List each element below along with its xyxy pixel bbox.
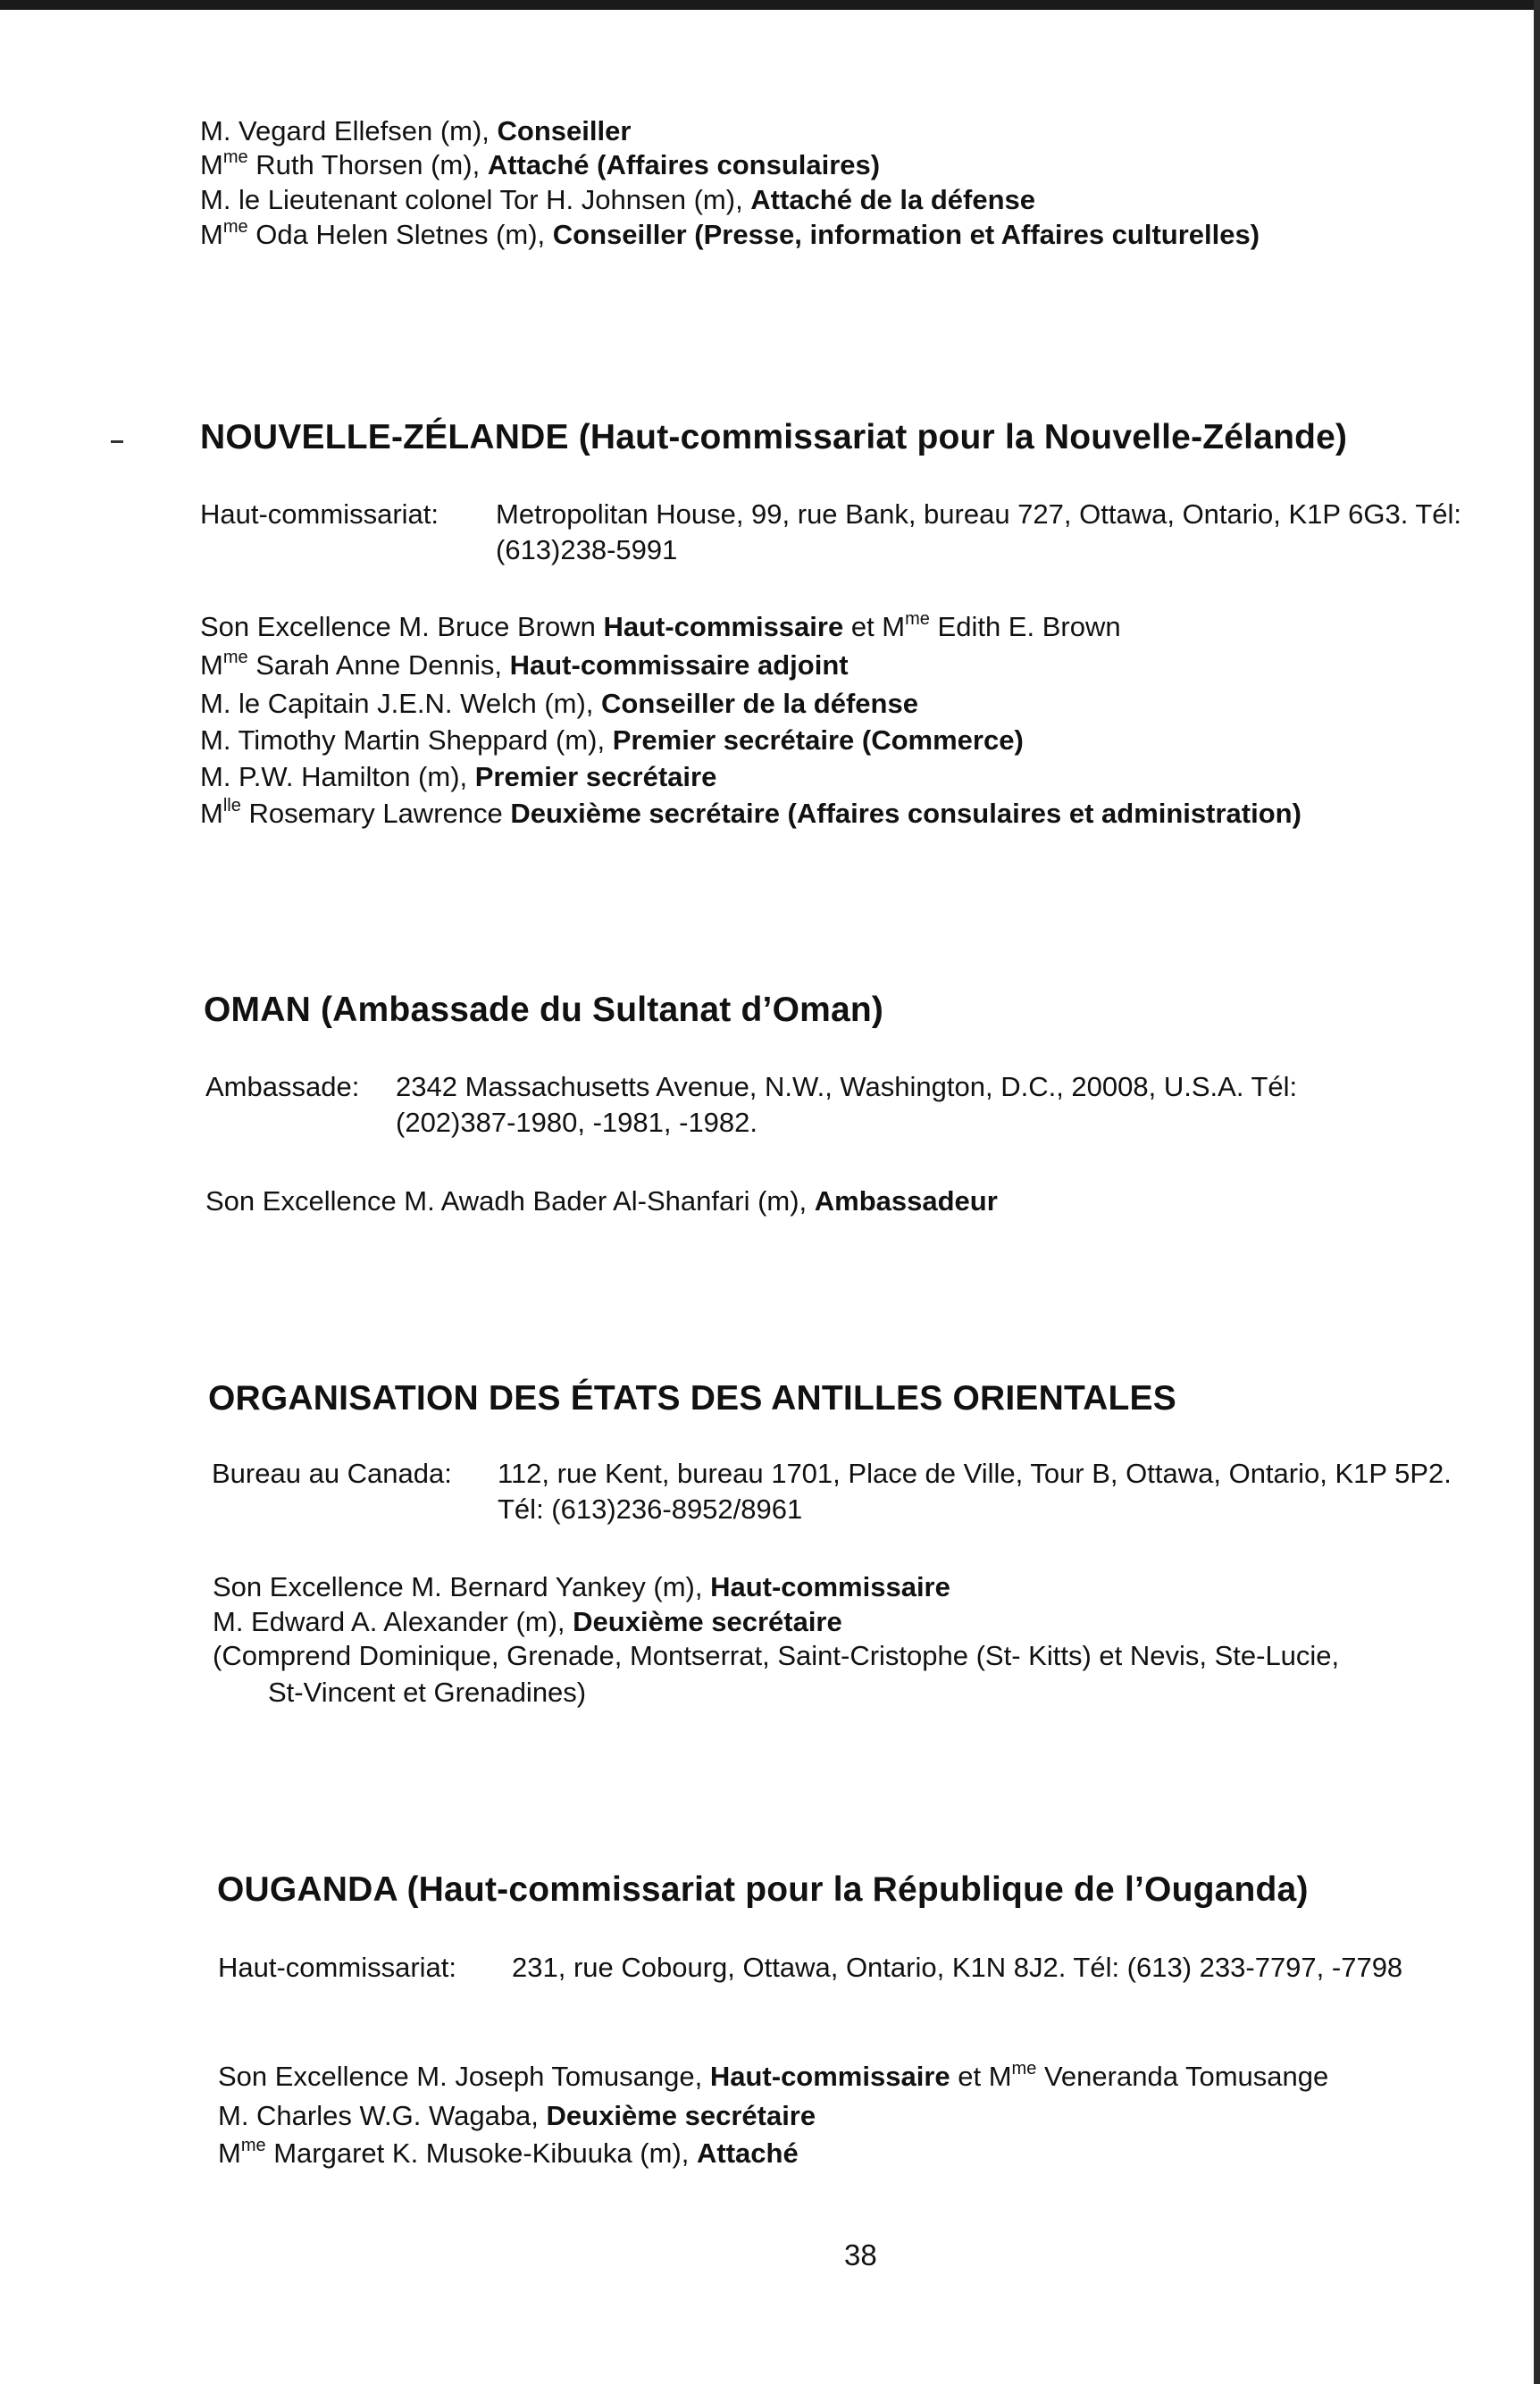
section-heading-ouganda: OUGANDA (Haut-commissariat pour la République de l’Ouganda) xyxy=(217,1870,1309,1909)
person-line: $M^{lle}$ Rosemary Lawrence Deuxième secrétaire (Affaires consulaires et administration) xyxy=(200,795,1301,829)
address-text: Metropolitan House, 99, rue Bank, bureau 727, Ottawa, Ontario, K1P 6G3. Tél: (613)238-5991 xyxy=(496,498,1462,565)
section-heading-oeco: ORGANISATION DES ÉTATS DES ANTILLES ORIENTALES xyxy=(208,1379,1176,1418)
person-line: $M^{me}$ Sarah Anne Dennis, Haut-commissaire adjoint xyxy=(200,647,849,681)
person-line: M. le Lieutenant colonel Tor H. Johnsen (m), Attaché de la défense xyxy=(200,184,1036,215)
person-line: $M^{me}$ Margaret K. Musoke-Kibuuka (m), Attaché xyxy=(218,2135,799,2169)
address-text: 2342 Massachusetts Avenue, N.W., Washington, D.C., 20008, U.S.A. Tél: (202)387-1980, -1981, -1982. xyxy=(396,1071,1298,1138)
address-block xyxy=(218,1950,1460,2023)
section-heading-oman: OMAN (Ambassade du Sultanat d’Oman) xyxy=(204,991,884,1029)
person-line: Son Excellence M. Bernard Yankey (m), Haut-commissaire xyxy=(213,1571,950,1602)
address-label: Haut-commissariat: xyxy=(218,1952,456,1983)
person-line: M. Charles W.G. Wagaba, Deuxième secrétaire xyxy=(218,2100,816,2131)
membership-note: St-Vincent et Grenadines) xyxy=(268,1677,587,1708)
address-label: Ambassade: xyxy=(205,1071,360,1102)
person-line: Son Excellence M. Awadh Bader Al-Shanfari (m), Ambassadeur xyxy=(205,1185,998,1217)
address-text: 112, rue Kent, bureau 1701, Place de Ville, Tour B, Ottawa, Ontario, K1P 5P2. Tél: (613)236-8952/8961 xyxy=(498,1458,1452,1525)
scan-mark xyxy=(111,440,123,443)
address-block xyxy=(212,1456,1462,1529)
person-line: M. P.W. Hamilton (m), Premier secrétaire xyxy=(200,761,717,792)
address-label: Bureau au Canada: xyxy=(212,1458,452,1489)
address-label: Haut-commissariat: xyxy=(200,498,439,530)
address-block xyxy=(200,497,1469,570)
person-line: Son Excellence M. Joseph Tomusange, Haut-commissaire et $M^{me}$ Veneranda Tomusange xyxy=(218,2058,1329,2092)
person-line: M. Timothy Martin Sheppard (m), Premier secrétaire (Commerce) xyxy=(200,724,1024,756)
person-line: $M^{me}$ Ruth Thorsen (m), Attaché (Affaires consulaires) xyxy=(200,146,881,180)
section-heading-nouvelle-zelande: NOUVELLE-ZÉLANDE (Haut-commissariat pour la Nouvelle-Zélande) xyxy=(200,418,1348,456)
address-block xyxy=(205,1069,1438,1142)
person-line: $M^{me}$ Oda Helen Sletnes (m), Conseiller (Presse, information et Affaires culturelles) xyxy=(200,216,1260,250)
person-line: M. Vegard Ellefsen (m), Conseiller xyxy=(200,115,632,146)
page-number: 38 xyxy=(844,2238,877,2271)
person-line: Son Excellence M. Bruce Brown Haut-commissaire et $M^{me}$ Edith E. Brown xyxy=(200,608,1121,642)
right-scan-border xyxy=(1534,0,1540,2384)
person-line: M. Edward A. Alexander (m), Deuxième secrétaire xyxy=(213,1606,842,1637)
address-text: 231, rue Cobourg, Ottawa, Ontario, K1N 8J2. Tél: (613) 233-7797, -7798 xyxy=(512,1952,1403,1983)
person-line: M. le Capitain J.E.N. Welch (m), Conseiller de la défense xyxy=(200,688,918,719)
membership-note: (Comprend Dominique, Grenade, Montserrat, Saint-Cristophe (St- Kitts) et Nevis, Ste-Lucie, xyxy=(213,1640,1340,1671)
top-scan-border xyxy=(0,0,1540,10)
